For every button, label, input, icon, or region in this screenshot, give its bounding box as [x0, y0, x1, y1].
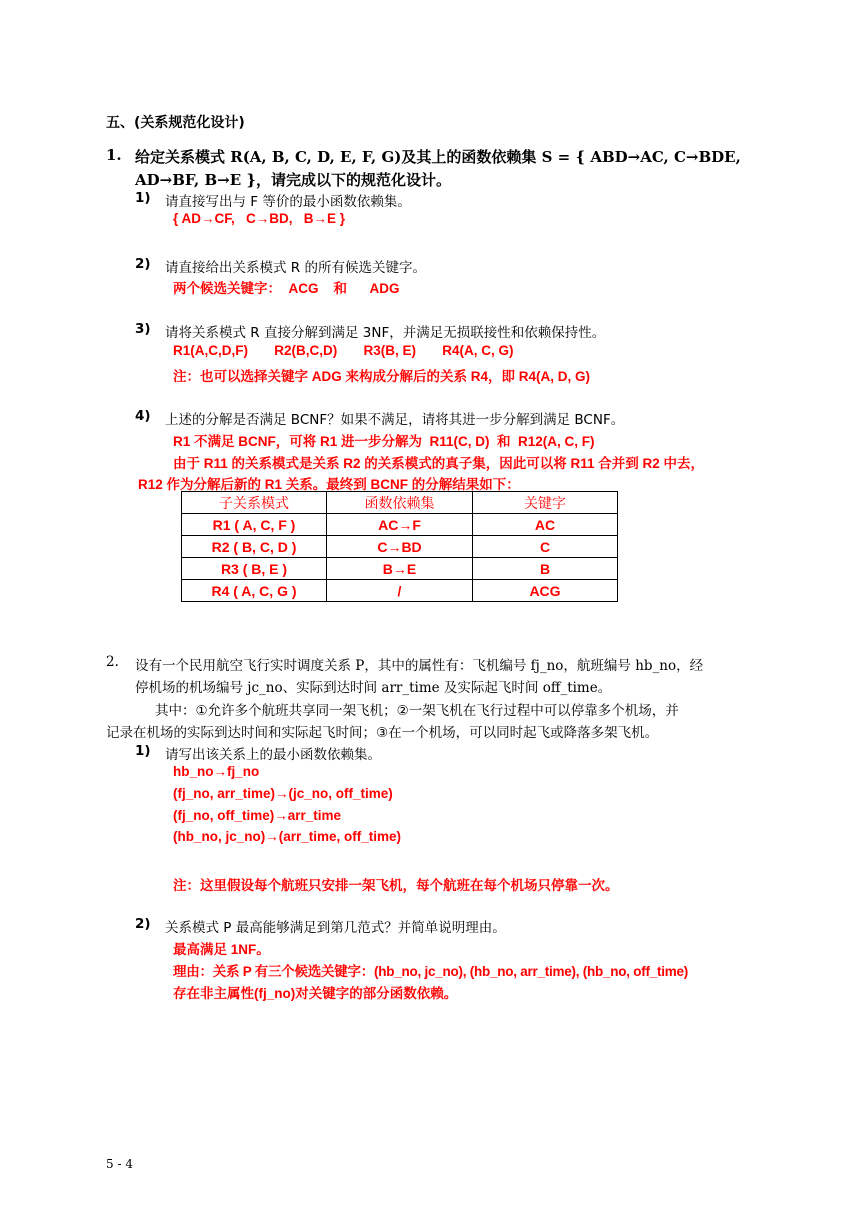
q1-sub1-question: 请直接写出与 F 等价的最小函数依赖集。	[165, 194, 411, 210]
q2-sub1-question: 请写出该关系上的最小函数依赖集。	[165, 747, 381, 763]
table-header-cell: 子关系模式	[182, 492, 327, 514]
table-row	[182, 514, 618, 536]
q2-fd-answer: (fj_no, off_time)→arr_time	[173, 808, 342, 823]
table-cell: AC→F	[327, 514, 473, 536]
table-cell: R3 ( B, E )	[182, 558, 327, 580]
q2-text-line4: 记录在机场的实际到达时间和实际起飞时间；③在一个机场，可以同时起飞或降落多架飞机。	[106, 725, 659, 741]
q2-number: 2.	[106, 654, 119, 670]
q1-sub3-question: 请将关系模式 R 直接分解到满足 3NF，并满足无损联接性和依赖保持性。	[165, 325, 606, 341]
q2-sub2-answer-line2: 理由：关系 P 有三个候选关键字：(hb_no, jc_no), (hb_no, arr_time), (hb_no, off_time)	[173, 964, 689, 979]
table-cell: B→E	[327, 558, 473, 580]
table-row	[182, 580, 618, 602]
table-cell: /	[327, 580, 473, 602]
table-cell: R4 ( A, C, G )	[182, 580, 327, 602]
table-header-row	[182, 492, 618, 514]
q1-sub1-answer: { AD→CF, C→BD, B→E }	[173, 211, 346, 226]
table-header-cell: 关键字	[473, 492, 618, 514]
section-title: 五、(关系规范化设计)	[106, 115, 245, 131]
q1-sub3-answer-line1: R1(A,C,D,F) R2(B,C,D) R3(B, E) R4(A, C, G)	[173, 343, 514, 358]
bcnf-decomposition-table	[181, 491, 618, 602]
q1-text-line2: AD→BF, B→E }，请完成以下的规范化设计。	[135, 171, 452, 189]
q1-sub3-number: 3)	[135, 321, 151, 337]
q2-fd-answer: (hb_no, jc_no)→(arr_time, off_time)	[173, 829, 402, 844]
q2-sub2-number: 2)	[135, 916, 151, 932]
table-header-cell: 函数依赖集	[327, 492, 473, 514]
q2-text-line1: 设有一个民用航空飞行实时调度关系 P，其中的属性有：飞机编号 fj_no，航班编号 hb_no，经	[135, 658, 704, 674]
table-cell: AC	[473, 514, 618, 536]
q1-sub4-answer-line3: R12 作为分解后新的 R1 关系。最终到 BCNF 的分解结果如下：	[138, 477, 520, 492]
table-cell: ACG	[473, 580, 618, 602]
table-cell: R1 ( A, C, F )	[182, 514, 327, 536]
table-cell: C	[473, 536, 618, 558]
q2-text-line3: 其中：①允许多个航班共享同一架飞机；②一架飞机在飞行过程中可以停靠多个机场，并	[155, 703, 679, 719]
q1-sub4-answer-line1: R1 不满足 BCNF，可将 R1 进一步分解为 R11(C, D) 和 R12(A, C, F)	[173, 434, 595, 449]
q1-sub4-number: 4)	[135, 408, 151, 424]
q1-sub2-answer: 两个候选关键字： ACG 和 ADG	[173, 281, 400, 296]
q2-sub2-question: 关系模式 P 最高能够满足到第几范式？并简单说明理由。	[165, 920, 506, 936]
q2-fd-answer: hb_no→fj_no	[173, 764, 260, 779]
q1-sub3-answer-line2: 注：也可以选择关键字 ADG 来构成分解后的关系 R4，即 R4(A, D, G)	[173, 369, 591, 384]
table-row	[182, 536, 618, 558]
q2-fd-answer: (fj_no, arr_time)→(jc_no, off_time)	[173, 786, 393, 801]
table-row	[182, 558, 618, 580]
q2-sub2-answer-line3: 存在非主属性(fj_no)对关键字的部分函数依赖。	[173, 986, 458, 1001]
page-number: 5 - 4	[106, 1157, 133, 1171]
q2-sub1-number: 1)	[135, 743, 151, 759]
table-cell: B	[473, 558, 618, 580]
q1-sub2-question: 请直接给出关系模式 R 的所有候选关键字。	[165, 260, 426, 276]
q2-text-line2: 停机场的机场编号 jc_no、实际到达时间 arr_time 及实际起飞时间 off_time。	[135, 680, 612, 696]
q1-sub4-answer-line2: 由于 R11 的关系模式是关系 R2 的关系模式的真子集，因此可以将 R11 合并到 R2 中去，	[173, 456, 705, 471]
q1-sub2-number: 2)	[135, 256, 151, 272]
table-cell: R2 ( B, C, D )	[182, 536, 327, 558]
table-cell: C→BD	[327, 536, 473, 558]
q1-number: 1.	[106, 146, 122, 164]
q1-text-line1: 给定关系模式 R(A, B, C, D, E, F, G)及其上的函数依赖集 S = { ABD→AC, C→BDE,	[135, 148, 741, 166]
q1-sub4-question: 上述的分解是否满足 BCNF？如果不满足，请将其进一步分解到满足 BCNF。	[165, 412, 625, 428]
q2-sub1-note: 注：这里假设每个航班只安排一架飞机，每个航班在每个机场只停靠一次。	[173, 878, 619, 893]
q1-sub1-number: 1)	[135, 190, 151, 206]
q2-sub2-answer-line1: 最高满足 1NF。	[173, 942, 270, 957]
